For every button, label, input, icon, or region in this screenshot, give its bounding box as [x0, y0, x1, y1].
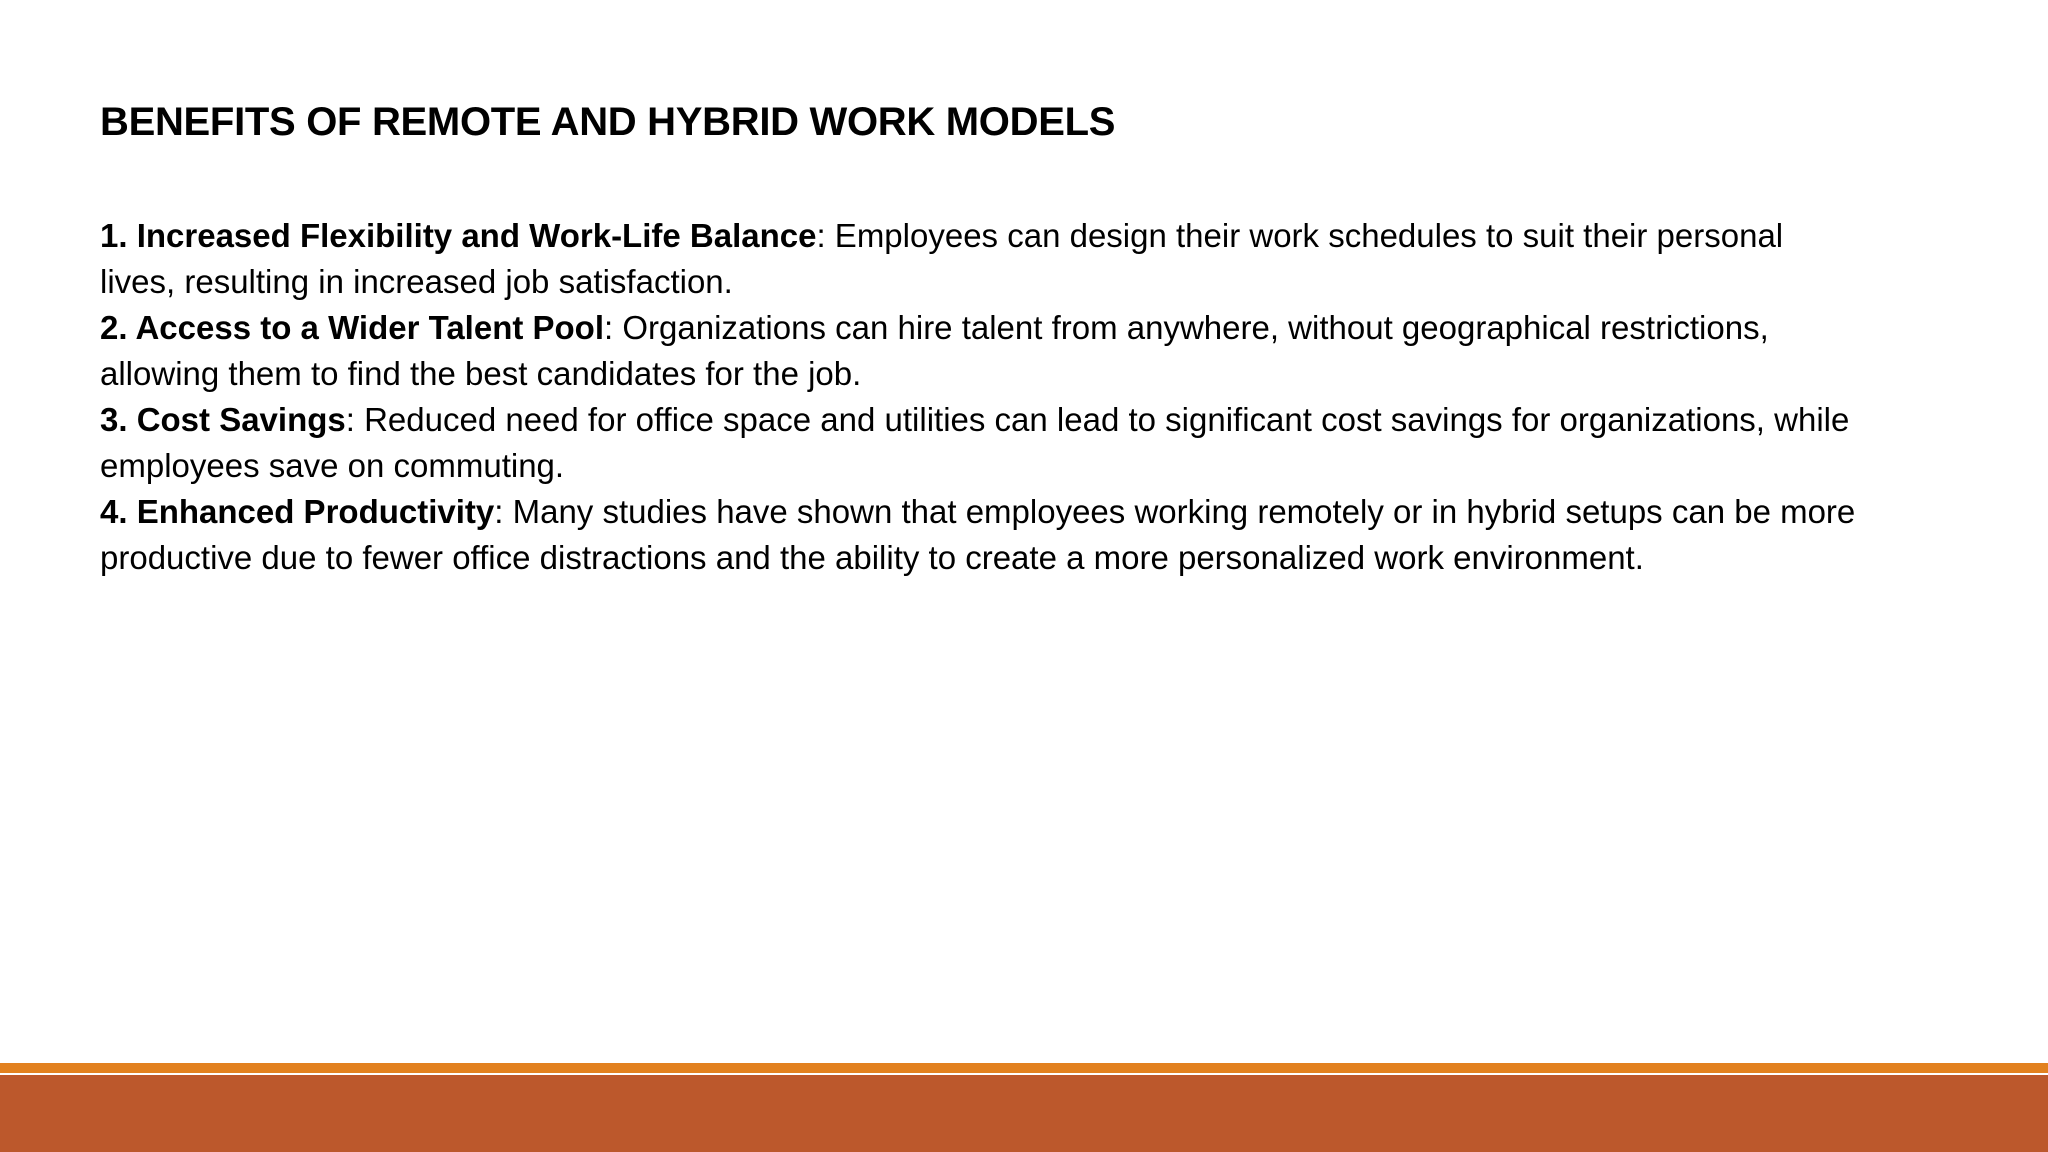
benefit-text: : Organizations can hire talent from anywhere, without geographical restrictions, allowing them to find the best candidates for the job.: [100, 309, 1769, 392]
benefit-text: : Many studies have shown that employees working remotely or in hybrid setups can be more productive due to fewer office distractions and the ability to create a more personalized work environment.: [100, 493, 1856, 576]
benefit-text: : Reduced need for office space and utilities can lead to significant cost savings for organizations, while employees save on commuting.: [100, 401, 1850, 484]
footer-bar: [0, 1075, 2048, 1152]
benefit-label: 3. Cost Savings: [100, 401, 346, 438]
list-item: [100, 305, 1860, 397]
list-item: [100, 213, 1860, 305]
list-item: [100, 397, 1860, 489]
list-item: [100, 489, 1860, 581]
footer-accent-stripe: [0, 1063, 2048, 1073]
benefit-label: 1. Increased Flexibility and Work-Life Balance: [100, 217, 817, 254]
benefit-label: 2. Access to a Wider Talent Pool: [100, 309, 605, 346]
benefits-list: [100, 213, 1860, 581]
slide-title: BENEFITS OF REMOTE AND HYBRID WORK MODELS: [100, 100, 1116, 144]
benefit-label: 4. Enhanced Productivity: [100, 493, 495, 530]
benefit-text: : Employees can design their work schedules to suit their personal lives, resulting in increased job satisfaction.: [100, 217, 1784, 300]
